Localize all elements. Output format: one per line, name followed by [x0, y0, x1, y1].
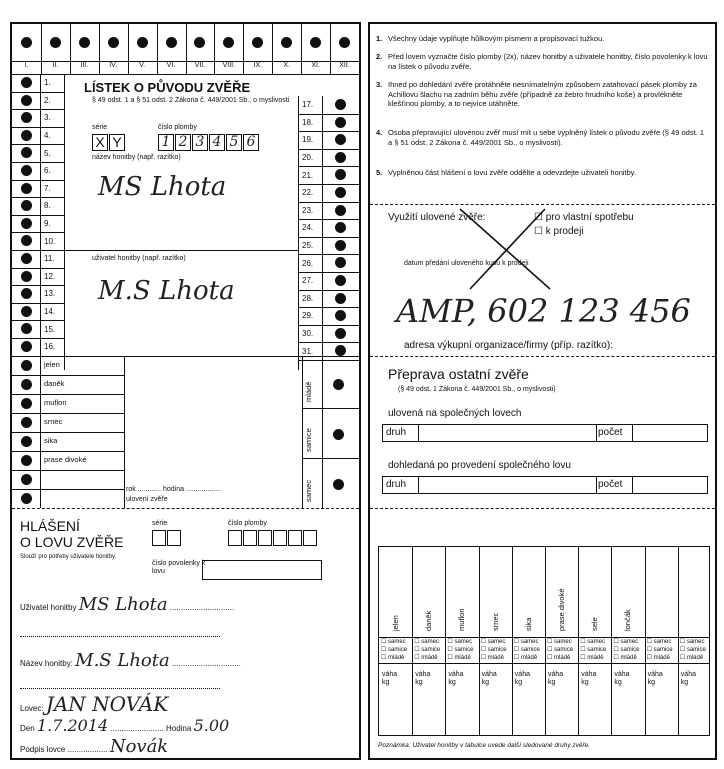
honitba-value: MS Lhota	[98, 172, 227, 202]
column-label: V.	[139, 62, 146, 69]
table-option[interactable]: ☐ samice	[646, 647, 673, 653]
druh-label: druh	[386, 479, 407, 490]
column-dot	[79, 37, 90, 48]
plomba-box: 5	[226, 134, 242, 151]
ulovena-label: ulovení zvěře	[126, 496, 168, 503]
row-number: 14.	[44, 307, 56, 317]
pocet-label: počet	[598, 479, 623, 490]
checkbox-icon[interactable]: ☐	[534, 226, 543, 237]
table-option[interactable]: ☐ samec	[447, 639, 473, 645]
serie-boxes	[92, 134, 126, 151]
row-number: 3.	[44, 113, 51, 123]
column-dot	[137, 37, 148, 48]
species-label: jelen	[44, 360, 60, 369]
column-label: III.	[80, 62, 89, 69]
table-col-header: muflon	[457, 608, 467, 631]
plomba-box: 6	[243, 134, 259, 151]
vyuziti-handwritten: AMP, 602 123 456	[396, 292, 691, 330]
serie-box: Y	[109, 134, 125, 151]
table-weight: váha kg	[514, 671, 530, 686]
table-option[interactable]: ☐ mládě	[414, 655, 438, 661]
empty-box[interactable]	[273, 530, 287, 546]
table-col-header: prase divoké	[557, 588, 566, 631]
table-option[interactable]: ☐ samice	[414, 647, 441, 653]
table-option[interactable]: ☐ samec	[480, 639, 506, 645]
species-dot	[21, 398, 32, 409]
gender-label: samice	[304, 428, 313, 452]
table-weight: váha kg	[448, 671, 464, 686]
table-option[interactable]: ☐ samec	[613, 639, 639, 645]
table-option[interactable]: ☐ samec	[381, 639, 406, 645]
species-dot	[21, 493, 32, 504]
row-number: 6.	[44, 166, 51, 176]
row-number: 8.	[44, 201, 51, 211]
column-dot	[252, 37, 263, 48]
rok-label: rok ............ hodina ..................	[126, 486, 221, 493]
table-option[interactable]: ☐ mládě	[513, 655, 538, 661]
table-option[interactable]: ☐ samice	[547, 647, 574, 653]
row-number: 13.	[44, 289, 56, 299]
row-number: 27.	[302, 276, 314, 286]
row-dot	[335, 345, 346, 356]
row-number: 10.	[44, 236, 56, 246]
plomba-label: číslo plomby	[158, 124, 197, 131]
serie-label: série	[92, 124, 108, 131]
table-col-header: lončák	[623, 609, 633, 631]
hlaseni-subtitle: Slouží pro potřeby uživatele honitby.	[20, 554, 117, 560]
empty-box[interactable]	[228, 530, 242, 546]
row-dot	[21, 165, 32, 176]
row-dot	[21, 200, 32, 211]
row-dot	[335, 152, 346, 163]
instruction-item: 3. Ihned po dohledání zvěře protáhněte nesnímatelným způsobem zatahovací pásek plomby za Achillovu šlachu na zadním běhu zvěře (případně za žebro hrudního koše) a provlékněte klešťinou plomby, a to nejvíce utáhněte.	[376, 80, 697, 108]
preprava-law: (§ 49 odst. 1 Zákona č. 449/2001 Sb., o myslivosti)	[398, 386, 556, 393]
listek-law: § 49 odst. 1 a § 51 odst. 2 Zákona č. 449/2001 Sb., o myslivosti	[92, 97, 290, 104]
empty-box[interactable]	[258, 530, 272, 546]
table-option[interactable]: ☐ mládě	[547, 655, 571, 661]
instruction-item: 1. Všechny údaje vyplňujte hůlkovým písmem a propisovací tužkou.	[376, 34, 605, 43]
row-dot	[335, 328, 346, 339]
hl-plomba-label: číslo plomby	[228, 520, 267, 527]
plomba-box: 3	[192, 134, 208, 151]
column-dot	[166, 37, 177, 48]
hl-podpis-row: Podpis lovce .................. Novák	[20, 736, 169, 757]
ulovena-text: ulovená na společných lovech	[388, 408, 522, 419]
right-form-panel	[368, 22, 717, 760]
gender-dot	[333, 427, 344, 445]
species-dot	[21, 379, 32, 390]
row-dot	[21, 95, 32, 106]
gender-label: mládě	[304, 381, 313, 402]
table-col-header: jelen	[391, 615, 400, 631]
row-dot	[21, 271, 32, 282]
druh-label: druh	[386, 427, 407, 438]
row-number: 29.	[302, 311, 314, 321]
table-weight: váha kg	[481, 671, 497, 686]
species-table	[378, 546, 710, 736]
column-label: X.	[283, 62, 291, 69]
row-number: 5.	[44, 148, 51, 158]
column-label: VI.	[166, 62, 176, 69]
plomba-box: 2	[175, 134, 191, 151]
table-option[interactable]: ☐ samec	[646, 639, 672, 645]
table-option[interactable]: ☐ mládě	[381, 655, 405, 661]
row-number: 11.	[44, 254, 55, 264]
row-dot	[335, 117, 346, 128]
instructions-list	[370, 24, 715, 204]
gender-dot	[333, 377, 344, 395]
listek-title: LÍSTEK O PŮVODU ZVĚŘE	[84, 80, 251, 95]
row-number: 15.	[44, 324, 56, 334]
row-number: 7.	[44, 183, 51, 193]
row-number: 31.	[302, 346, 314, 356]
row-dot	[21, 77, 32, 88]
column-label: II.	[52, 62, 59, 69]
table-option[interactable]: ☐ samice	[447, 647, 474, 653]
pocet-label: počet	[598, 427, 623, 438]
poznamka: Poznámka: Uživatel honitby v tabulce uvede další sledované druhy zvěře.	[378, 742, 591, 749]
row-dot	[21, 130, 32, 141]
table-option[interactable]: ☐ mládě	[613, 655, 637, 661]
druh-row-1	[382, 424, 708, 442]
table-option[interactable]: ☐ samec	[513, 639, 539, 645]
row-dot	[335, 222, 346, 233]
column-dot	[50, 37, 61, 48]
row-dot	[21, 218, 32, 229]
column-label: IX.	[253, 62, 263, 69]
column-dot	[194, 37, 205, 48]
row-dot	[335, 293, 346, 304]
hl-nazev-row: Název honitby: M.S Lhota ...............................	[20, 650, 241, 671]
row-dot	[21, 147, 32, 158]
row-number: 19.	[302, 135, 314, 145]
empty-box[interactable]	[167, 530, 181, 546]
vyuziti-opt2[interactable]: ☐ k prodeji	[534, 226, 584, 237]
plomba-box: 4	[209, 134, 225, 151]
species-dot	[21, 455, 32, 466]
vyuziti-label: Využití ulovené zvěře:	[388, 212, 486, 223]
column-label: XII.	[339, 62, 350, 69]
table-weight: váha kg	[415, 671, 431, 686]
table-option[interactable]: ☐ mládě	[679, 655, 704, 661]
table-option[interactable]: ☐ samec	[414, 639, 439, 645]
table-col-header: daněk	[424, 610, 434, 631]
row-number: 23.	[302, 205, 314, 215]
table-weight: váha kg	[581, 671, 597, 686]
table-col-header: sele	[590, 617, 600, 631]
row-number: 30.	[302, 329, 314, 339]
honitba-label: název honitby (např. razítko)	[92, 154, 181, 161]
row-number: 21.	[302, 170, 314, 180]
species-dot	[21, 436, 32, 447]
empty-box[interactable]	[288, 530, 302, 546]
checkbox-icon[interactable]: ☐	[534, 212, 543, 223]
row-dot	[21, 288, 32, 299]
column-label: XI.	[311, 62, 320, 69]
table-option[interactable]: ☐ samec	[679, 639, 705, 645]
table-option[interactable]: ☐ mládě	[646, 655, 670, 661]
row-dot	[21, 306, 32, 317]
row-dot	[335, 99, 346, 110]
table-option[interactable]: ☐ mládě	[480, 655, 504, 661]
row-dot	[21, 235, 32, 246]
hl-lovec-row: Lovec: JAN NOVÁK	[20, 692, 169, 716]
species-dot	[21, 360, 32, 371]
left-form-panel	[10, 22, 361, 760]
table-option[interactable]: ☐ mládě	[580, 655, 604, 661]
table-weight: váha kg	[548, 671, 564, 686]
species-label: prase divoké	[44, 455, 87, 464]
row-number: 17.	[302, 100, 314, 110]
hl-serie-label: série	[152, 520, 168, 527]
row-dot	[21, 341, 32, 352]
row-number: 2.	[44, 95, 51, 105]
row-number: 22.	[302, 188, 314, 198]
column-dot	[310, 37, 321, 48]
column-label: VII.	[194, 62, 206, 69]
row-dot	[335, 134, 346, 145]
column-dot	[339, 37, 350, 48]
column-dot	[21, 37, 32, 48]
column-dot	[223, 37, 234, 48]
row-number: 25.	[302, 241, 314, 251]
row-number: 4.	[44, 131, 51, 141]
species-dot	[21, 417, 32, 428]
column-dots	[12, 24, 359, 69]
table-option[interactable]: ☐ samec	[580, 639, 605, 645]
table-option[interactable]: ☐ samice	[513, 647, 540, 653]
table-option[interactable]: ☐ samice	[613, 647, 640, 653]
table-option[interactable]: ☐ samice	[679, 647, 706, 653]
species-dot	[21, 474, 32, 485]
dohledana-text: dohledaná po provedení společného lovu	[388, 460, 571, 471]
column-dot	[108, 37, 119, 48]
vyuziti-opt1[interactable]: ☐ pro vlastní spotřebu	[534, 212, 634, 223]
row-number: 1.	[44, 78, 51, 88]
column-label: IV.	[109, 62, 118, 69]
row-dot	[21, 183, 32, 194]
species-label: daněk	[44, 379, 65, 388]
instruction-item: 2. Před lovem vyznačte číslo plomby (2x), název honitby a uživatele honitby, číslo povolenky k lovu na lístek o původu zvěře.	[376, 52, 708, 71]
table-weight: váha kg	[614, 671, 630, 686]
row-number: 26.	[302, 258, 314, 268]
row-dot	[335, 275, 346, 286]
hl-serie-boxes	[152, 530, 182, 546]
row-dot	[335, 205, 346, 216]
table-weight: váha kg	[382, 671, 398, 686]
table-option[interactable]: ☐ samice	[381, 647, 408, 653]
row-number: 16.	[44, 342, 56, 352]
species-label: srnec	[44, 417, 63, 426]
row-number: 24.	[302, 223, 314, 233]
hl-den-row: Den 1.7.2014 ........................ Hodina 5.00	[20, 716, 230, 735]
adresa-label: adresa výkupní organizace/firmy (příp. razítko):	[404, 340, 613, 351]
row-dot	[335, 169, 346, 180]
row-dot	[21, 323, 32, 334]
empty-box[interactable]	[303, 530, 317, 546]
species-label: sika	[44, 436, 58, 445]
serie-box: X	[92, 134, 108, 151]
row-dot	[335, 240, 346, 251]
gender-label: samec	[304, 479, 313, 502]
hl-plomba-boxes	[228, 530, 318, 546]
table-weight: váha kg	[647, 671, 663, 686]
row-dot	[335, 257, 346, 268]
preprava-title: Přeprava ostatní zvěře	[388, 366, 529, 382]
row-number: 20.	[302, 153, 314, 163]
table-option[interactable]: ☐ samec	[547, 639, 572, 645]
table-option[interactable]: ☐ samice	[480, 647, 507, 653]
row-number: 18.	[302, 117, 314, 127]
row-number: 28.	[302, 293, 314, 303]
empty-box[interactable]	[243, 530, 257, 546]
table-option[interactable]: ☐ samice	[580, 647, 607, 653]
datum-label: datum předání uloveného kusu k prodeji	[404, 260, 529, 267]
instruction-item: 4. Osoba přepravující ulovenou zvěř musí mít u sebe vyplněný lístek o původu zvěře (§ 49 odst. 1 a § 51 odst. 2 Zákona č. 449/2001 Sb., o myslivosti).	[376, 128, 704, 147]
gender-dot	[333, 477, 344, 495]
empty-box[interactable]	[152, 530, 166, 546]
table-weight: váha kg	[680, 671, 696, 686]
table-col-header: sika	[523, 617, 533, 631]
row-dot	[335, 187, 346, 198]
column-dot	[281, 37, 292, 48]
table-col-header: srnec	[490, 612, 500, 631]
row-number: 12.	[44, 271, 56, 281]
instruction-item: 5. Vyplněnou část hlášení o lovu zvěře oddělte a odevzdejte uživateli honitby.	[376, 168, 637, 177]
druh-row-2	[382, 476, 708, 494]
row-dot	[21, 253, 32, 264]
column-label: VIII.	[222, 62, 236, 69]
plomba-box: 1	[158, 134, 174, 151]
column-label: I.	[24, 62, 29, 69]
plomba-boxes	[158, 134, 260, 151]
species-label: muflon	[44, 398, 67, 407]
row-number: 9.	[44, 219, 51, 229]
hlaseni-title: HLÁŠENÍ O LOVU ZVĚŘE	[20, 518, 124, 550]
povolenka-label: číslo povolenky k lovu	[152, 560, 206, 575]
row-dot	[335, 310, 346, 321]
table-option[interactable]: ☐ mládě	[447, 655, 471, 661]
uzivatel-label: uživatel honitby (např. razítko)	[92, 255, 186, 262]
hl-uzivatel-row: Uživatel honitby MS Lhota .............................	[20, 594, 235, 615]
povolenka-field[interactable]	[202, 560, 322, 580]
row-dot	[21, 112, 32, 123]
uzivatel-value: M.S Lhota	[98, 276, 235, 306]
cross-out-mark	[450, 204, 560, 294]
